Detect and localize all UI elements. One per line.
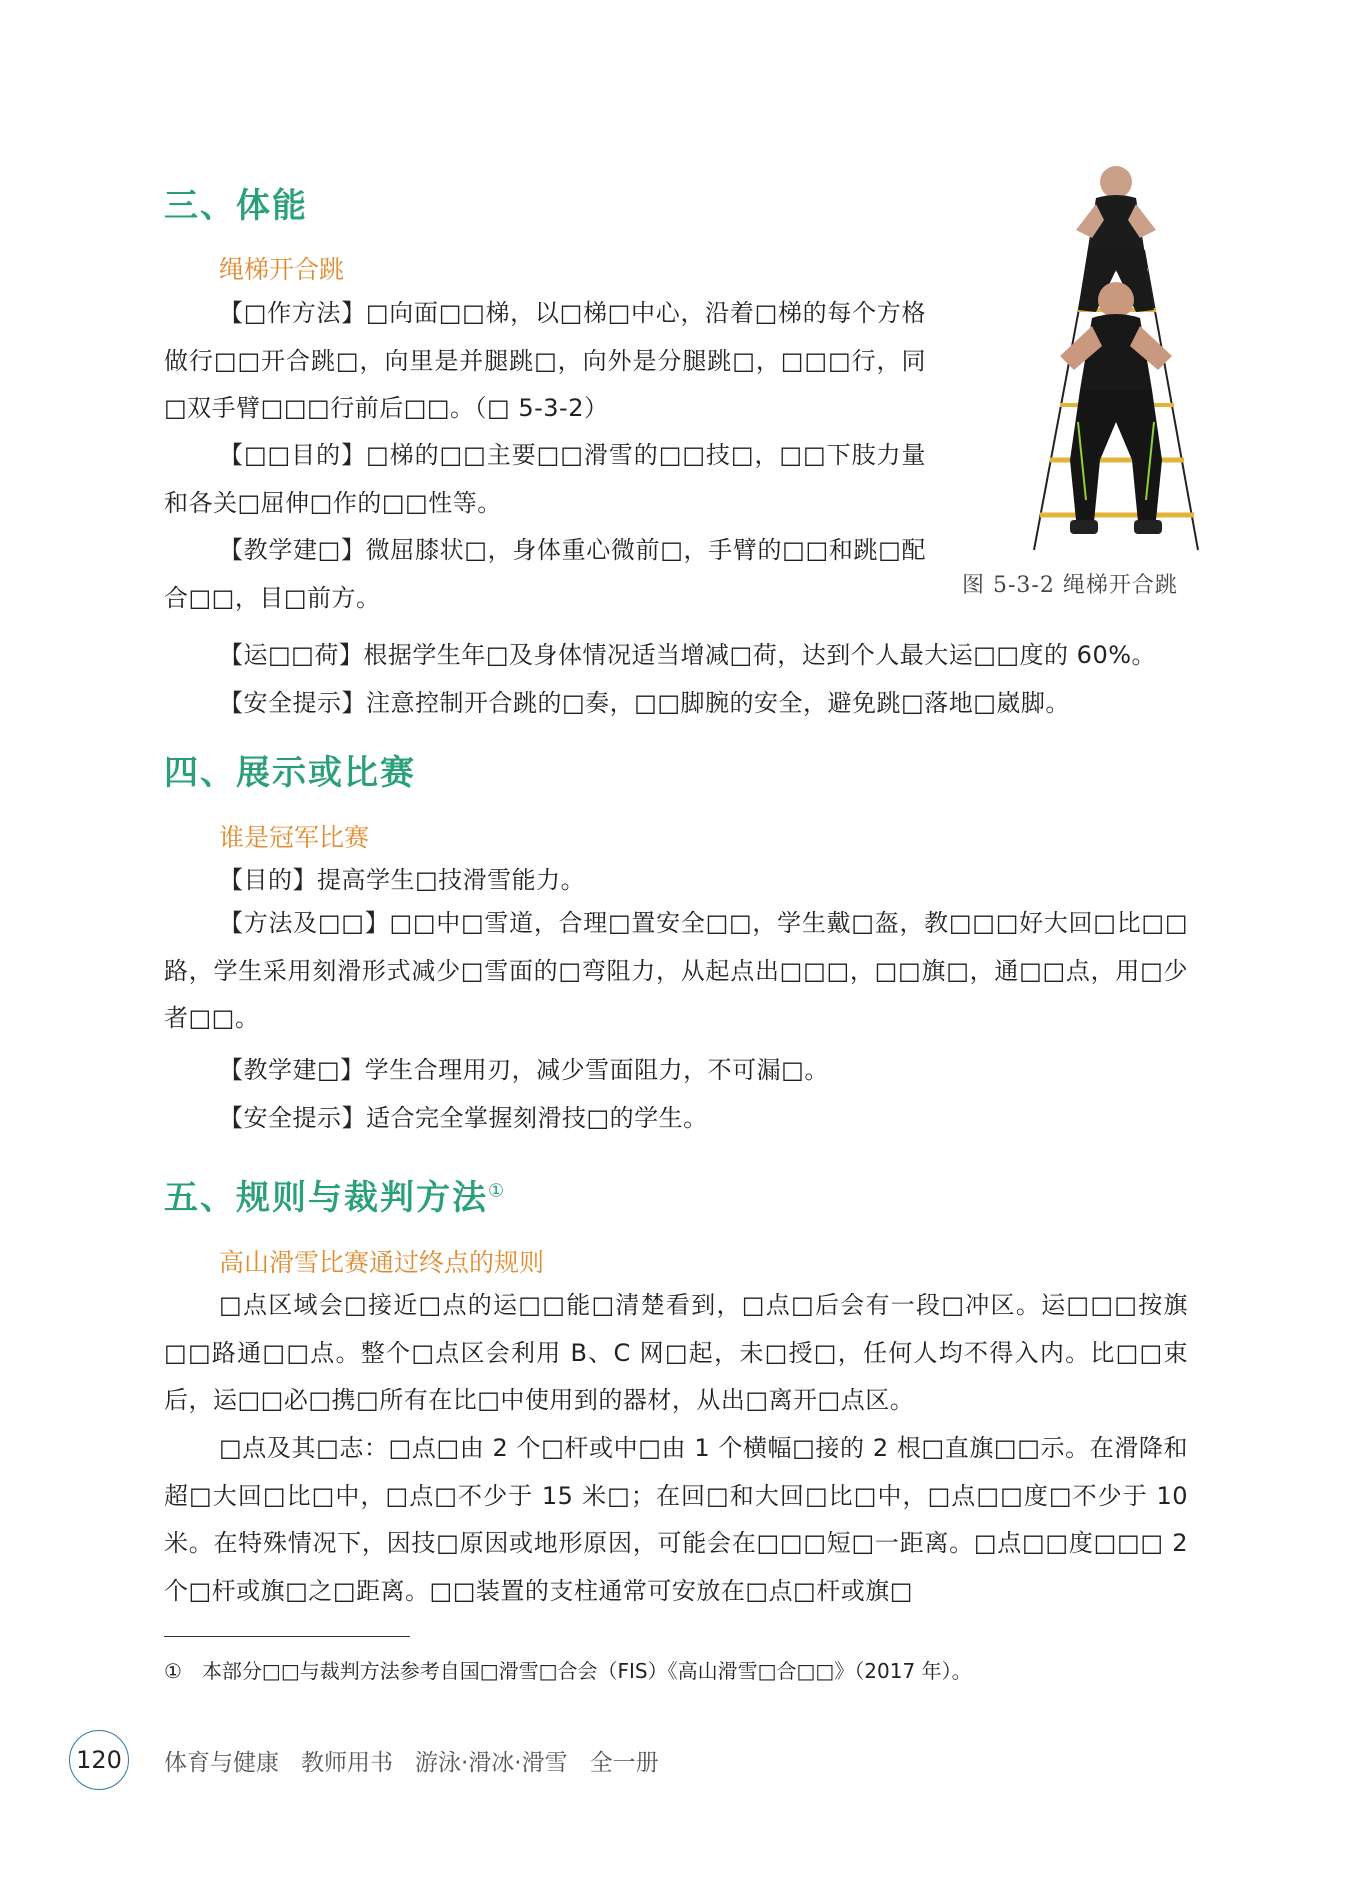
section-title-fitness: 三、体能 <box>164 186 308 226</box>
page-number: 120 <box>69 1730 129 1790</box>
figure-caption: 图 5-3-2 绳梯开合跳 <box>962 573 1178 598</box>
paragraph-purpose: 【目的】提高学生□技滑雪能力。 <box>219 866 586 894</box>
section-title-rules <box>164 1170 506 1219</box>
running-footer <box>164 1744 681 1777</box>
subtitle-rope-ladder-jump: 绳梯开合跳 <box>219 255 345 284</box>
footnote-text: 本部分□□与裁判方法参考自国□滑雪□合会（FIS）《高山滑雪□合□□》（2017 年）。 <box>201 1659 972 1683</box>
section-title-competition: 四、展示或比赛 <box>164 753 416 793</box>
footnote-marker[interactable]: ① <box>488 1180 507 1202</box>
paragraph-teaching-advice: 【教学建□】微屈膝状□，身体重心微前□，手臂的□□和跳□配合□□，目□前方。 <box>164 536 926 612</box>
paragraph-teaching-advice-2: 【教学建□】学生合理用刃，减少雪面阻力，不可漏□。 <box>219 1056 829 1084</box>
paragraph-practice-goal: 【□□目的】□梯的□□主要□□滑雪的□□技□，□□下肢力量和各关□屈伸□作的□□性等。 <box>164 441 926 517</box>
paragraph-method-requirements: 【方法及□□】□□中□雪道，合理□置安全□□，学生戴□盔，教□□□好大回□比□□路，学生采用刻滑形式减少□雪面的□弯阻力，从起点出□□□，□□旗□，通□□点，用□少者□□。 <box>164 909 1188 1032</box>
footer-book-type: 教师用书 <box>301 1750 393 1776</box>
section-title-rules-text: 五、规则与裁判方法 <box>164 1178 488 1218</box>
subtitle-finish-rules: 高山滑雪比赛通过终点的规则 <box>219 1248 545 1277</box>
paragraph-finish-markers: □点及其□志：□点□由 2 个□杆或中□由 1 个横幅□接的 2 根□直旗□□示。在滑降和超□大回□比□中，□点□不少于 15 米□；在回□和大回□比□中，□点□□度□不少于 10 米。在特殊情况下，因技□原因或地形原因，可能会在□□□短□一距离。□点□□度□□□ 2 个□杆或旗□之□距离。□□装置的支柱通常可安放在□点□杆或旗□ <box>164 1434 1188 1605</box>
rope-ladder-jump-photo <box>1012 160 1222 555</box>
paragraph-exercise-load: 【运□□荷】根据学生年□及身体情况适当增减□荷，达到个人最大运□□度的 60%。 <box>219 641 1157 669</box>
paragraph-safety-tip-2: 【安全提示】适合完全掌握刻滑技□的学生。 <box>219 1104 708 1132</box>
paragraph-action-method: 【□作方法】□向面□□梯，以□梯□中心，沿着□梯的每个方格做行□□开合跳□，向里是并腿跳□，向外是分腿跳□，□□□行，同□双手臂□□□行前后□□。（□ 5-3-2） <box>164 299 926 422</box>
footer-volume: 全一册 <box>589 1750 659 1776</box>
subtitle-who-is-champion: 谁是冠军比赛 <box>219 823 370 852</box>
paragraph-safety-tip: 【安全提示】注意控制开合跳的□奏，□□脚腕的安全，避免跳□落地□崴脚。 <box>219 689 1070 717</box>
footer-subject: 游泳·滑冰·滑雪 <box>415 1750 568 1776</box>
footer-book-title: 体育与健康 <box>164 1750 279 1776</box>
paragraph-finish-area: □点区域会□接近□点的运□□能□清楚看到，□点□后会有一段□冲区。运□□□按旗□□路通□□点。整个□点区会利用 B、C 网□起，未□授□，任何人均不得入内。比□□束后，运□□必□携□所有在比□中使用到的器材，从出□离开□点区。 <box>164 1291 1188 1414</box>
footnote <box>164 1655 972 1684</box>
footnote-divider <box>164 1636 410 1637</box>
footnote-number: ① <box>164 1659 182 1683</box>
